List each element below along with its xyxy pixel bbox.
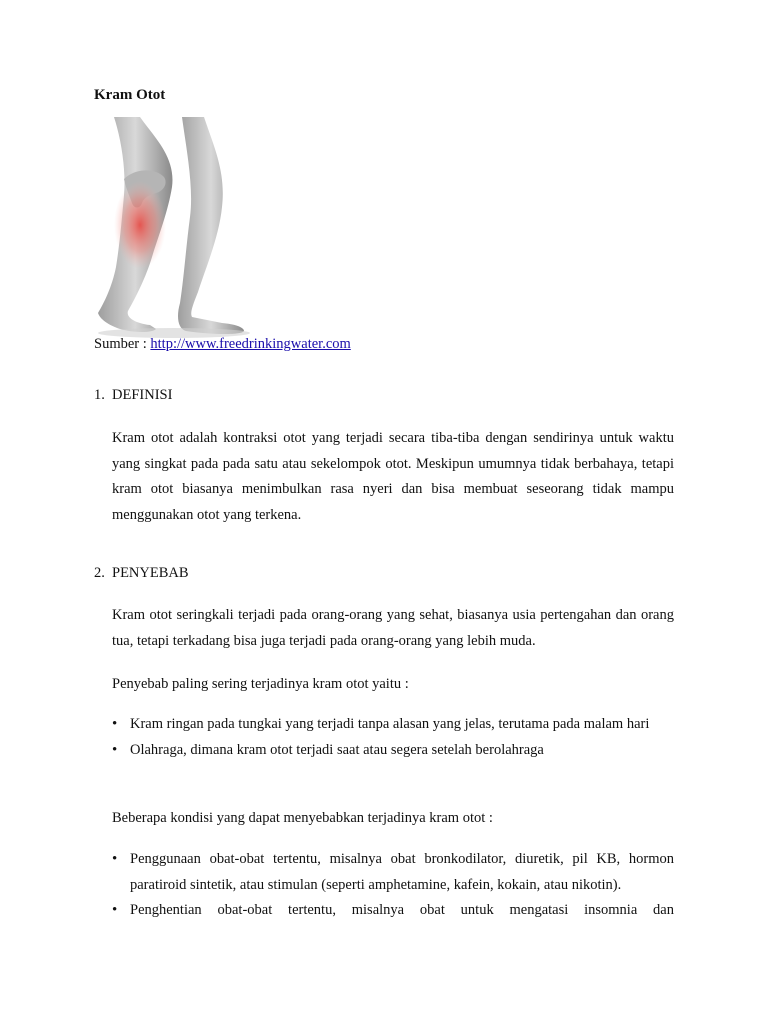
section-number: 2. (94, 565, 105, 581)
definisi-paragraph: Kram otot adalah kontraksi otot yang terjadi secara tiba-tiba dengan sendirinya untuk waktu yang singkat pada pada satu atau sekelompok otot. Meskipun umumnya tidak berbahaya, tetapi kram otot biasanya menimbulkan rasa nyeri dan bisa membuat seseorang tidak mampu menggunakan otot yang terkena. (112, 430, 674, 523)
section-title: DEFINISI (112, 387, 173, 403)
common-causes-list (112, 712, 674, 763)
source-link[interactable]: http://www.freedrinkingwater.com (150, 336, 351, 352)
list-item: • Olahraga, dimana kram otot terjadi saat atau segera setelah berolahraga (112, 738, 674, 764)
leg-cramp-photo (94, 117, 250, 339)
image-source (94, 336, 351, 353)
conditions-list (112, 847, 674, 924)
section-title: PENYEBAB (112, 565, 189, 581)
section-number: 1. (94, 387, 105, 403)
section-heading-penyebab (94, 565, 189, 582)
list-item: • Penggunaan obat-obat tertentu, misalnya obat bronkodilator, diuretik, pil KB, hormon paratiroid sintetik, atau stimulan (seperti amphetamine, kafein, kokain, atau nikotin). (112, 847, 674, 898)
source-label: Sumber : (94, 336, 151, 352)
list-item: • Penghentian obat-obat tertentu, misalnya obat untuk mengatasi insomnia dan (112, 898, 674, 924)
common-causes-intro: Penyebab paling sering terjadinya kram otot yaitu : (112, 676, 409, 692)
list-item: • Kram ringan pada tungkai yang terjadi tanpa alasan yang jelas, terutama pada malam hari (112, 712, 674, 738)
conditions-intro: Beberapa kondisi yang dapat menyebabkan terjadinya kram otot : (112, 810, 493, 826)
section-heading-definisi (94, 387, 172, 404)
page-title: Kram Otot (94, 87, 166, 103)
penyebab-paragraph: Kram otot seringkali terjadi pada orang-orang yang sehat, biasanya usia pertengahan dan orang tua, tetapi terkadang bisa juga terjadi pada orang-orang yang lebih muda. (112, 607, 674, 649)
